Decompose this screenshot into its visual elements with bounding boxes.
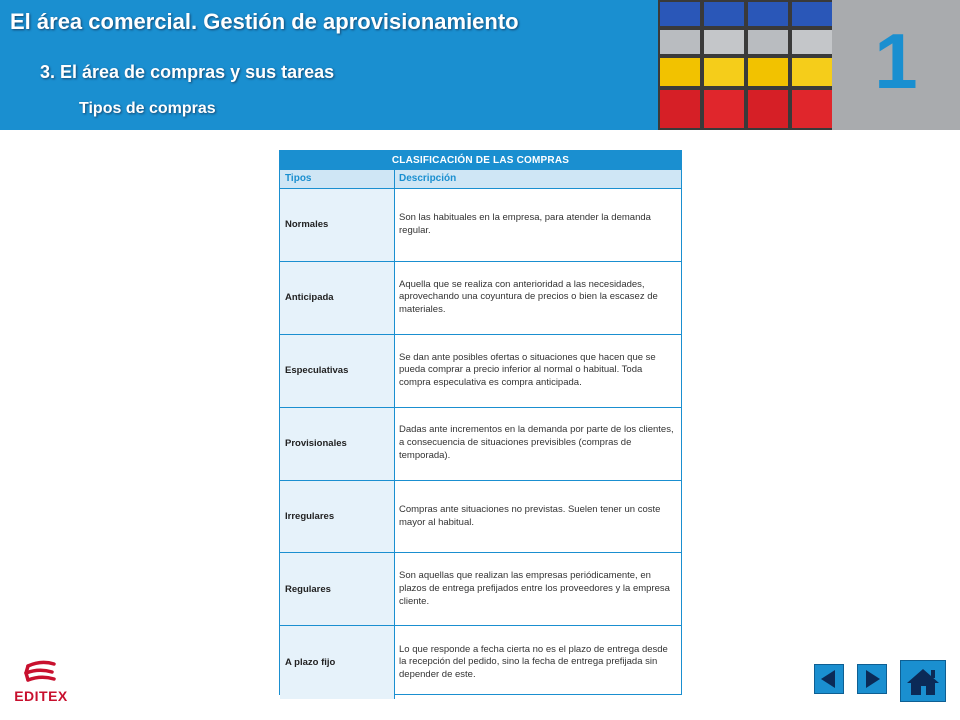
table-row <box>280 189 681 262</box>
house-icon <box>901 661 945 701</box>
chapter-badge <box>832 0 960 130</box>
storage-bins-photo <box>658 0 832 130</box>
section-title: 3. El área de compras y sus tareas <box>40 62 335 82</box>
row-description: Dadas ante incrementos en la demanda por parte de los clientes, a consecuencia de situaciones previsibles (compras de temporada). <box>399 424 674 462</box>
table-row <box>280 481 681 554</box>
subsection-title: Tipos de compras <box>79 100 216 117</box>
table-row <box>280 335 681 408</box>
row-type: A plazo fijo <box>280 626 395 699</box>
row-type: Normales <box>280 189 395 261</box>
row-description: Se dan ante posibles ofertas o situaciones que hacen que se pueda comprar a precio inferior al normal o habitual. Toda compra especulativa es compra anticipada. <box>399 351 656 389</box>
triangle-left-icon <box>815 665 843 693</box>
purchase-classification-table <box>279 150 682 695</box>
table-row <box>280 553 681 626</box>
table-row <box>280 626 681 699</box>
triangle-right-icon <box>858 665 886 693</box>
row-type: Regulares <box>280 553 395 625</box>
column-header-description: Descripción <box>399 173 457 184</box>
home-button[interactable] <box>900 660 946 702</box>
logo-wordmark: EDITEX <box>14 688 68 704</box>
row-type: Irregulares <box>280 481 395 553</box>
header-banner <box>0 0 960 130</box>
row-description: Son aquellas que realizan las empresas periódicamente, en plazos de entrega prefijados entre los proveedores y la empresa cliente. <box>399 570 670 607</box>
row-type: Anticipada <box>280 262 395 334</box>
row-description: Aquella que se realiza con anterioridad a las necesidades, aprovechando una coyuntura de precios o bien la escasez de materiales. <box>399 278 658 316</box>
row-description: Compras ante situaciones no previstas. Suelen tener un coste mayor al habitual. <box>399 503 661 528</box>
row-type: Especulativas <box>280 335 395 407</box>
table-title: CLASIFICACIÓN DE LAS COMPRAS <box>280 151 681 170</box>
table-row <box>280 262 681 335</box>
table-header-row <box>280 170 681 189</box>
editex-logo-mark <box>8 660 74 690</box>
row-description: Son las habituales en la empresa, para atender la demanda regular. <box>399 212 651 236</box>
page-title: El área comercial. Gestión de aprovisionamiento <box>10 9 519 34</box>
row-description: Lo que responde a fecha cierta no es el plazo de entrega desde la recepción del pedido, sino la fecha de entrega prefijada sin depender de este. <box>399 643 668 681</box>
table-row <box>280 408 681 481</box>
previous-slide-button[interactable] <box>814 664 844 694</box>
chapter-number: 1 <box>874 17 918 105</box>
row-type: Provisionales <box>280 408 395 480</box>
next-slide-button[interactable] <box>857 664 887 694</box>
column-header-types: Tipos <box>280 170 395 188</box>
editex-logo <box>8 660 74 706</box>
